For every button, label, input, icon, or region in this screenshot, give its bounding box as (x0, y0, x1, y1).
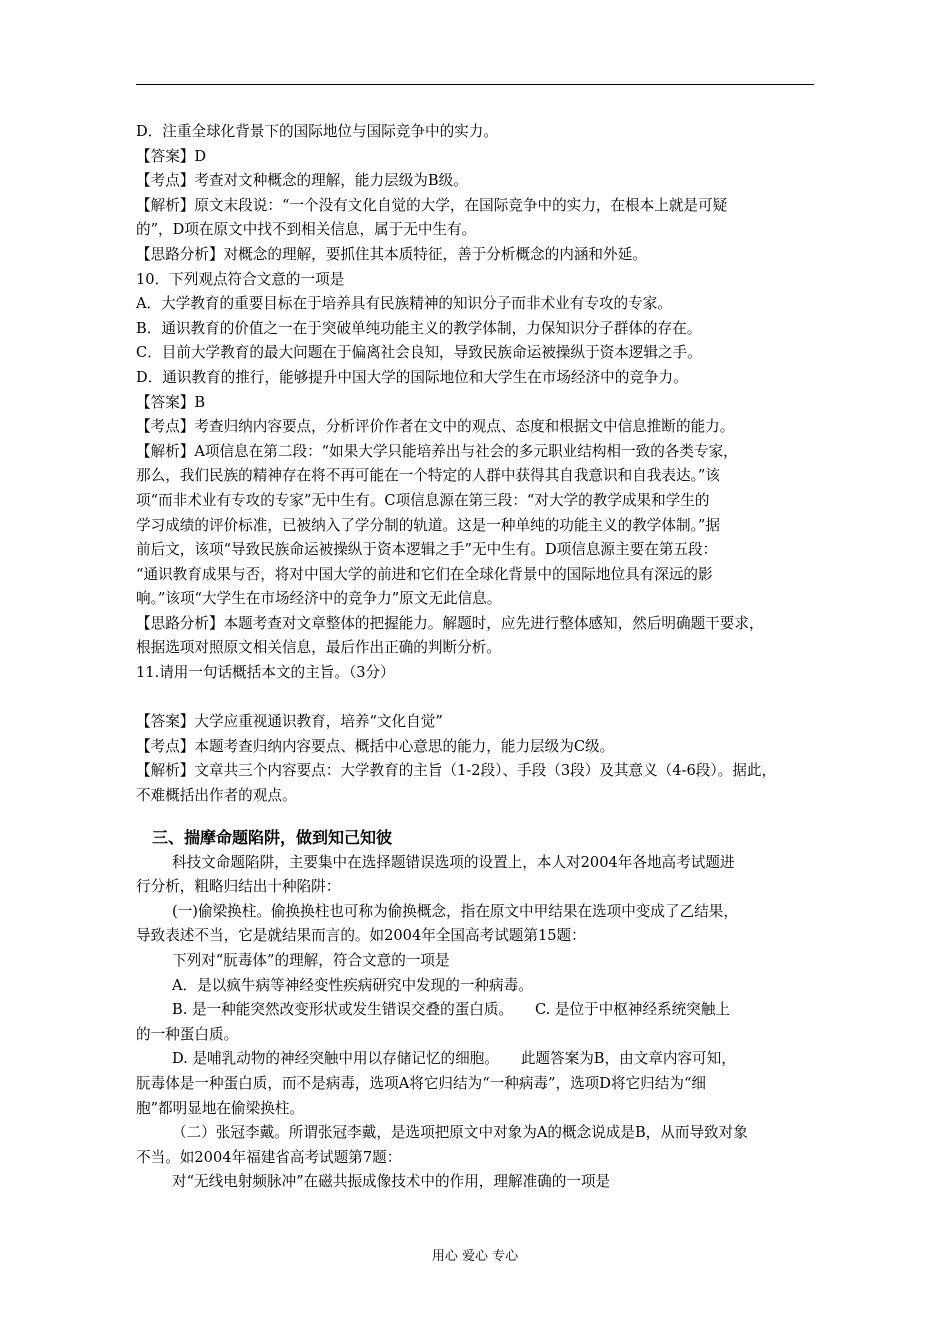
text-line: 对“无线电射频脉冲”在磁共振成像技术中的作用，理解准确的一项是 (172, 1173, 611, 1191)
text-line: A．大学教育的重要目标在于培养具有民族精神的知识分子而非术业有专攻的专家。 (136, 295, 672, 313)
text-line: A．是以疯牛病等神经变性疾病研究中发现的一种病毒。 (172, 976, 533, 994)
question-block-mid (136, 710, 816, 808)
section-body (136, 851, 816, 1195)
section-heading: 三、揣摩命题陷阱，做到知己知彼 (152, 827, 393, 847)
text-line: D. 是哺乳动物的神经突触中用以存储记忆的细胞。 此题答案为B，由文章内容可知， (172, 1050, 736, 1068)
text-line: 【考点】考查归纳内容要点，分析评价作者在文中的观点、态度和根据文中信息推断的能力。 (136, 418, 735, 436)
text-line: “通识教育成果与否，将对中国大学的前进和它们在全球化背景中的国际地位具有深远的影 (136, 565, 713, 583)
text-line: 学习成绩的评价标准，已被纳入了学分制的轨道。这是一种单纯的功能主义的教学体制。”据 (136, 516, 720, 534)
text-line: 不难概括出作者的观点。 (136, 787, 297, 805)
text-line: 【答案】B (136, 393, 206, 411)
text-line: D．通识教育的推行，能够提升中国大学的国际地位和大学生在市场经济中的竞争力。 (136, 368, 688, 386)
text-line: 行分析，粗略归结出十种陷阱： (136, 878, 341, 896)
text-line: 前后文，该项“导致民族命运被操纵于资本逻辑之手”无中生有。D项信息源主要在第五段： (136, 541, 718, 559)
text-line: 的一种蛋白质。 (136, 1025, 239, 1043)
text-line: 【答案】大学应重视通识教育，培养“文化自觉” (136, 713, 443, 731)
text-line: 胞”都明显地在偷梁换柱。 (136, 1099, 304, 1117)
text-line: 项“而非术业有专攻的专家”无中生有。C项信息源在第三段：“对大学的教学成果和学生的 (136, 491, 710, 509)
text-line: 【思路分析】对概念的理解，要抓住其本质特征，善于分析概念的内涵和外延。 (136, 245, 647, 263)
page-footer: 用心 爱心 专心 (431, 1249, 519, 1264)
text-line: 10．下列观点符合文意的一项是 (136, 270, 345, 288)
text-line: B．通识教育的价值之一在于突破单纯功能主义的教学体制，力保知识分子群体的存在。 (136, 319, 702, 337)
text-line: 【思路分析】本题考查对文章整体的把握能力。解题时，应先进行整体感知，然后明确题干要求， (136, 614, 764, 632)
header-rule (136, 84, 814, 85)
text-line: 的”，D项在原文中找不到相关信息，属于无中生有。 (136, 221, 477, 239)
text-line: 下列对“朊毒体”的理解，符合文意的一项是 (172, 952, 450, 969)
text-line: 【考点】本题考查归纳内容要点、概括中心意思的能力，能力层级为C级。 (136, 737, 615, 755)
answer-blank (136, 686, 816, 711)
text-line: 响。”该项“大学生在市场经济中的竞争力”原文无此信息。 (136, 590, 502, 608)
text-line: 【解析】文章共三个内容要点：大学教育的主旨（1-2段）、手段（3段）及其意义（4-6段）。据此， (136, 762, 777, 780)
text-line: （二）张冠李戴。所谓张冠李戴，是选项把原文中对象为A的概念说成是B，从而导致对象 (172, 1124, 748, 1142)
text-line: 【答案】D (136, 147, 207, 165)
text-line: 导致表述不当，它是就结果而言的。如2004年全国高考试题第15题： (136, 927, 586, 945)
text-line: B. 是一种能突然改变形状或发生错误交叠的蛋白质。 C. 是位于中枢神经系统突触上 (172, 1001, 731, 1019)
text-line: 【解析】原文末段说：“一个没有文化自觉的大学，在国际竞争中的实力，在根本上就是可疑 (136, 196, 728, 214)
question-block-top (136, 120, 816, 686)
text-line: (一)偷梁换柱。偷换换柱也可称为偷换概念，指在原文中甲结果在选项中变成了乙结果， (172, 902, 738, 920)
text-line: 11.请用一句话概括本文的主旨。（3分） (136, 664, 395, 682)
text-line: 【考点】考查对文种概念的理解，能力层级为B级。 (136, 172, 468, 190)
text-line: D．注重全球化背景下的国际地位与国际竞争中的实力。 (136, 123, 498, 140)
text-line: 不当。如2004年福建省高考试题第7题： (136, 1148, 402, 1166)
text-line: 朊毒体是一种蛋白质，而不是病毒，选项A将它归结为“一种病毒”，选项D将它归结为“细 (136, 1074, 707, 1092)
text-line: 根据选项对照原文相关信息，最后作出正确的判断分析。 (136, 639, 501, 657)
document-body (136, 120, 816, 1195)
text-line: 科技文命题陷阱，主要集中在选择题错误选项的设置上，本人对2004年各地高考试题进 (172, 853, 735, 871)
text-line: 【解析】A项信息在第二段：“如果大学只能培养出与社会的多元职业结构相一致的各类专家， (136, 442, 738, 460)
text-line: C．目前大学教育的最大问题在于偏离社会良知，导致民族命运被操纵于资本逻辑之手。 (136, 344, 702, 362)
text-line: 那么，我们民族的精神存在将不再可能在一个特定的人群中获得其自我意识和自我表达。”该 (136, 467, 720, 485)
